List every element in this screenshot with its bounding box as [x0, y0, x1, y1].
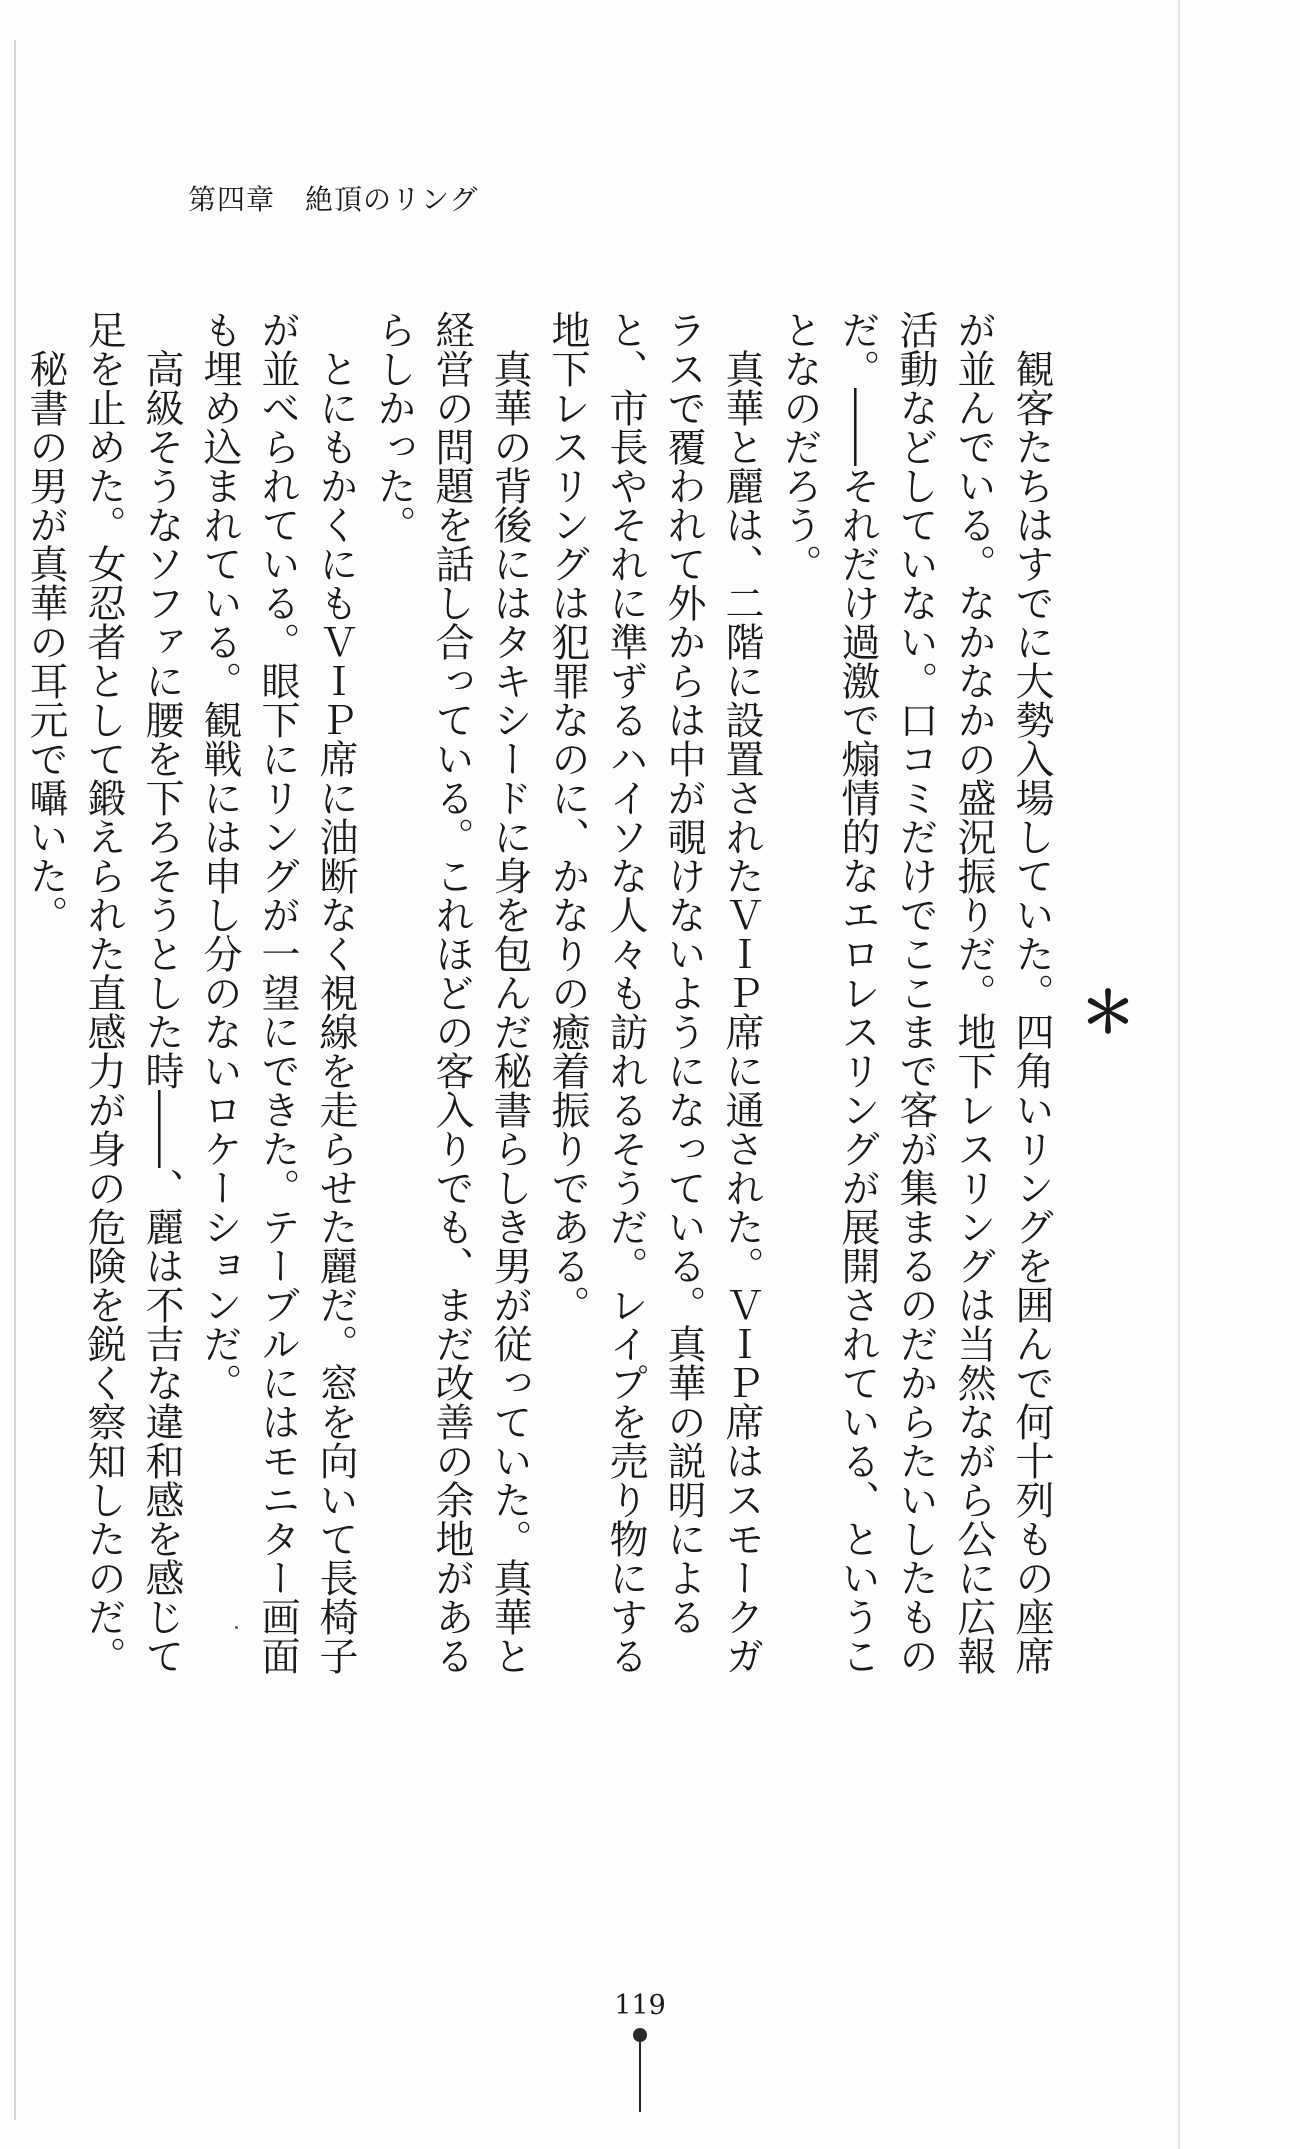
paragraph-2: 真華と麗は、二階に設置されたＶＩＰ席に通された。ＶＩＰ席はスモークガラスで覆われて外からは中が覗けないようになっている。真華の説明によると、市長やそれに準ずるハイソな人々も訪れるそうだ。レイプを売り物にする地下レスリングは犯罪なのに、かなりの癒着振りである。	[545, 310, 764, 1675]
chapter-number: 第四章	[188, 183, 276, 216]
paragraph-5: 高級そうなソファに腰を下ろそうとした時――、麗は不吉な違和感を感じて足を止めた。女忍者として鍛えられた直感力が身の危険を鋭く察知したのだ。	[81, 310, 184, 1675]
paragraph-4: とにもかくにもＶＩＰ席に油断なく視線を走らせた麗だ。窓を向いて長椅子が並べられている。眼下にリングが一望にできた。テーブルにはモニター画面も埋め込まれている。観戦には申し分のないロケーションだ。	[197, 310, 358, 1675]
paragraph-6: 秘書の男が真華の耳元で囁いた。	[23, 349, 68, 934]
page-number: 119	[614, 1990, 666, 2021]
scan-speck	[235, 1626, 238, 1629]
vertical-body-text	[23, 310, 1060, 1710]
paragraph-3: 真華の背後にはタキシードに身を包んだ秘書らしき男が従っていた。真華と経営の問題を話し合っている。これほどの客入りでも、まだ改善の余地があるらしかった。	[371, 310, 532, 1675]
page-edge-line	[1178, 0, 1180, 2149]
paragraph-1: 観客たちはすでに大勢入場していた。四角いリングを囲んで何十列もの座席が並んでいる。なかなかの盛況振りだ。地下レスリングは当然ながら公に広報活動などしていない。口コミだけでここまで客が集まるのだからたいしたものだ。――それだけ過激で煽情的なエロレスリングが展開されている、ということなのだろう。	[777, 310, 1054, 1675]
chapter-title: 絶頂のリング	[305, 183, 479, 216]
section-break-asterisk: ＊	[1080, 980, 1136, 1046]
page-marker-line	[639, 2042, 641, 2112]
running-header	[188, 178, 478, 218]
page-marker-dot	[633, 2028, 647, 2042]
